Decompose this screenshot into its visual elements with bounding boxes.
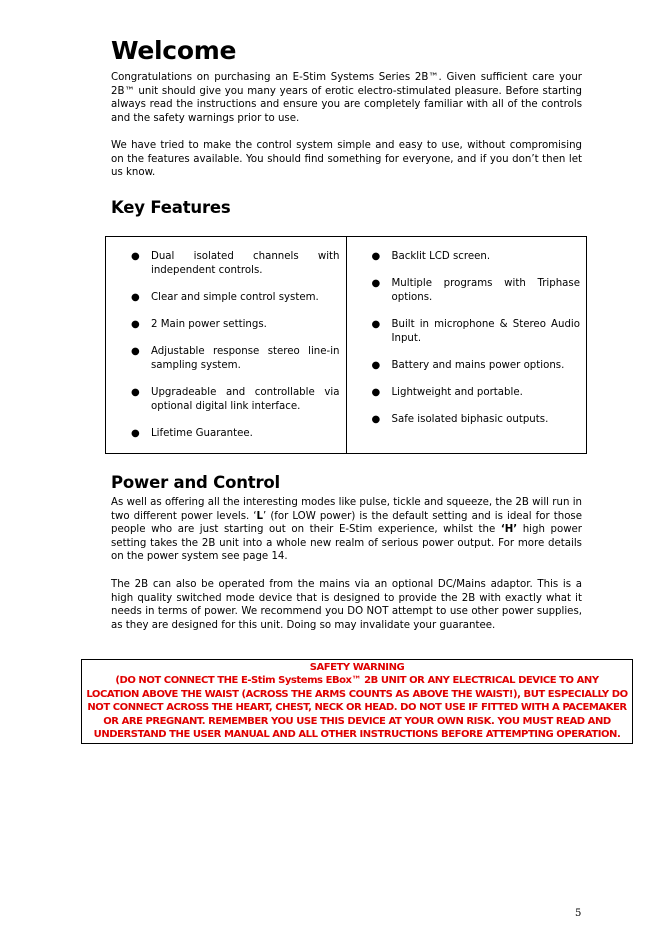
features-left-column xyxy=(106,237,347,453)
bullet-icon: ● xyxy=(371,278,381,290)
safety-warning-title: SAFETY WARNING xyxy=(309,662,405,673)
feature-item: ● Clear and simple control system. xyxy=(131,291,319,303)
feature-item: ● Multiple programs with Triphase options. xyxy=(371,278,580,303)
safety-warning-box xyxy=(81,659,633,744)
power-control-heading: Power and Control xyxy=(111,473,280,492)
feature-item: ● Adjustable response stereo line-in sampling system. xyxy=(131,346,340,371)
bullet-icon: ● xyxy=(131,346,140,358)
bullet-icon: ● xyxy=(371,414,381,426)
safety-warning-line: OR ARE PREGNANT. REMEMBER YOU USE THIS DEVICE AT YOUR OWN RISK. YOU MUST READ AND xyxy=(103,715,611,727)
bullet-icon: ● xyxy=(131,291,140,303)
power-paragraph-1: As well as offering all the interesting modes like pulse, tickle and squeeze, the 2B will run in two different power levels. ‘L’ (for LOW power) is the default setting and is ideal for those people who are just starting out on their E-Stim experience, whilst the ‘H’ high power setting takes the 2B unit into a whole new realm of serious power output. For more details on the power system see page 14. xyxy=(111,497,582,563)
feature-item: ● Battery and mains power options. xyxy=(371,359,565,371)
bullet-icon: ● xyxy=(371,386,381,398)
bullet-icon: ● xyxy=(371,251,381,262)
welcome-paragraph-1: Congratulations on purchasing an E-Stim Systems Series 2B™. Given sufficient care your 2B™ unit should give you many years of erotic electro-stimulated pleasure. Before starting always read the instructions and ensure you are completely familiar with all of the controls and the safety warnings prior to use. xyxy=(111,72,582,124)
key-features-heading: Key Features xyxy=(111,198,231,217)
key-features-table xyxy=(105,236,587,454)
bullet-icon: ● xyxy=(371,359,381,371)
features-right-column xyxy=(347,237,587,453)
safety-warning-line: LOCATION ABOVE THE WAIST (ACROSS THE ARMS COUNTS AS ABOVE THE WAIST!), BUT ESPECIALLY DO xyxy=(86,688,628,700)
bullet-icon: ● xyxy=(131,386,140,398)
feature-item: ● 2 Main power settings. xyxy=(131,318,267,330)
page-number: 5 xyxy=(575,908,582,919)
safety-warning-line: NOT CONNECT ACROSS THE HEART, CHEST, NECK OR HEAD. DO NOT USE IF FITTED WITH A PACEMAKER xyxy=(87,702,627,714)
features-right-list xyxy=(371,250,581,427)
bullet-icon: ● xyxy=(131,251,140,262)
feature-item: ● Safe isolated biphasic outputs. xyxy=(371,414,549,426)
feature-item: ● Lightweight and portable. xyxy=(371,386,523,398)
welcome-paragraph-2: We have tried to make the control system simple and easy to use, without compromising on the features available. You should find something for everyone, and if you don’t then let us know. xyxy=(111,140,582,179)
feature-item: ● Lifetime Guarantee. xyxy=(131,427,253,439)
bullet-icon: ● xyxy=(131,318,140,330)
power-paragraph-2: The 2B can also be operated from the mains via an optional DC/Mains adaptor. This is a high quality switched mode device that is designed to provide the 2B with exactly what it needs in terms of power. We recommend you DO NOT attempt to use other power supplies, as they are designed for this unit. Doing so may invalidate your guarantee. xyxy=(111,579,582,631)
safety-warning-line: UNDERSTAND THE USER MANUAL AND ALL OTHER INSTRUCTIONS BEFORE ATTEMPTING OPERATION. xyxy=(93,729,621,741)
welcome-heading: Welcome xyxy=(111,36,237,65)
bullet-icon: ● xyxy=(131,427,140,439)
safety-warning-line: (DO NOT CONNECT THE E-Stim Systems EBox™ 2B UNIT OR ANY ELECTRICAL DEVICE TO ANY xyxy=(115,675,599,687)
features-left-list xyxy=(131,250,340,440)
feature-item: ● Dual isolated channels with independent controls. xyxy=(131,251,340,276)
feature-item: ● Backlit LCD screen. xyxy=(371,251,491,262)
bullet-icon: ● xyxy=(371,318,381,330)
feature-item: ● Upgradeable and controllable via optional digital link interface. xyxy=(131,386,340,412)
feature-item: ● Built in microphone & Stereo Audio Input. xyxy=(371,318,580,344)
